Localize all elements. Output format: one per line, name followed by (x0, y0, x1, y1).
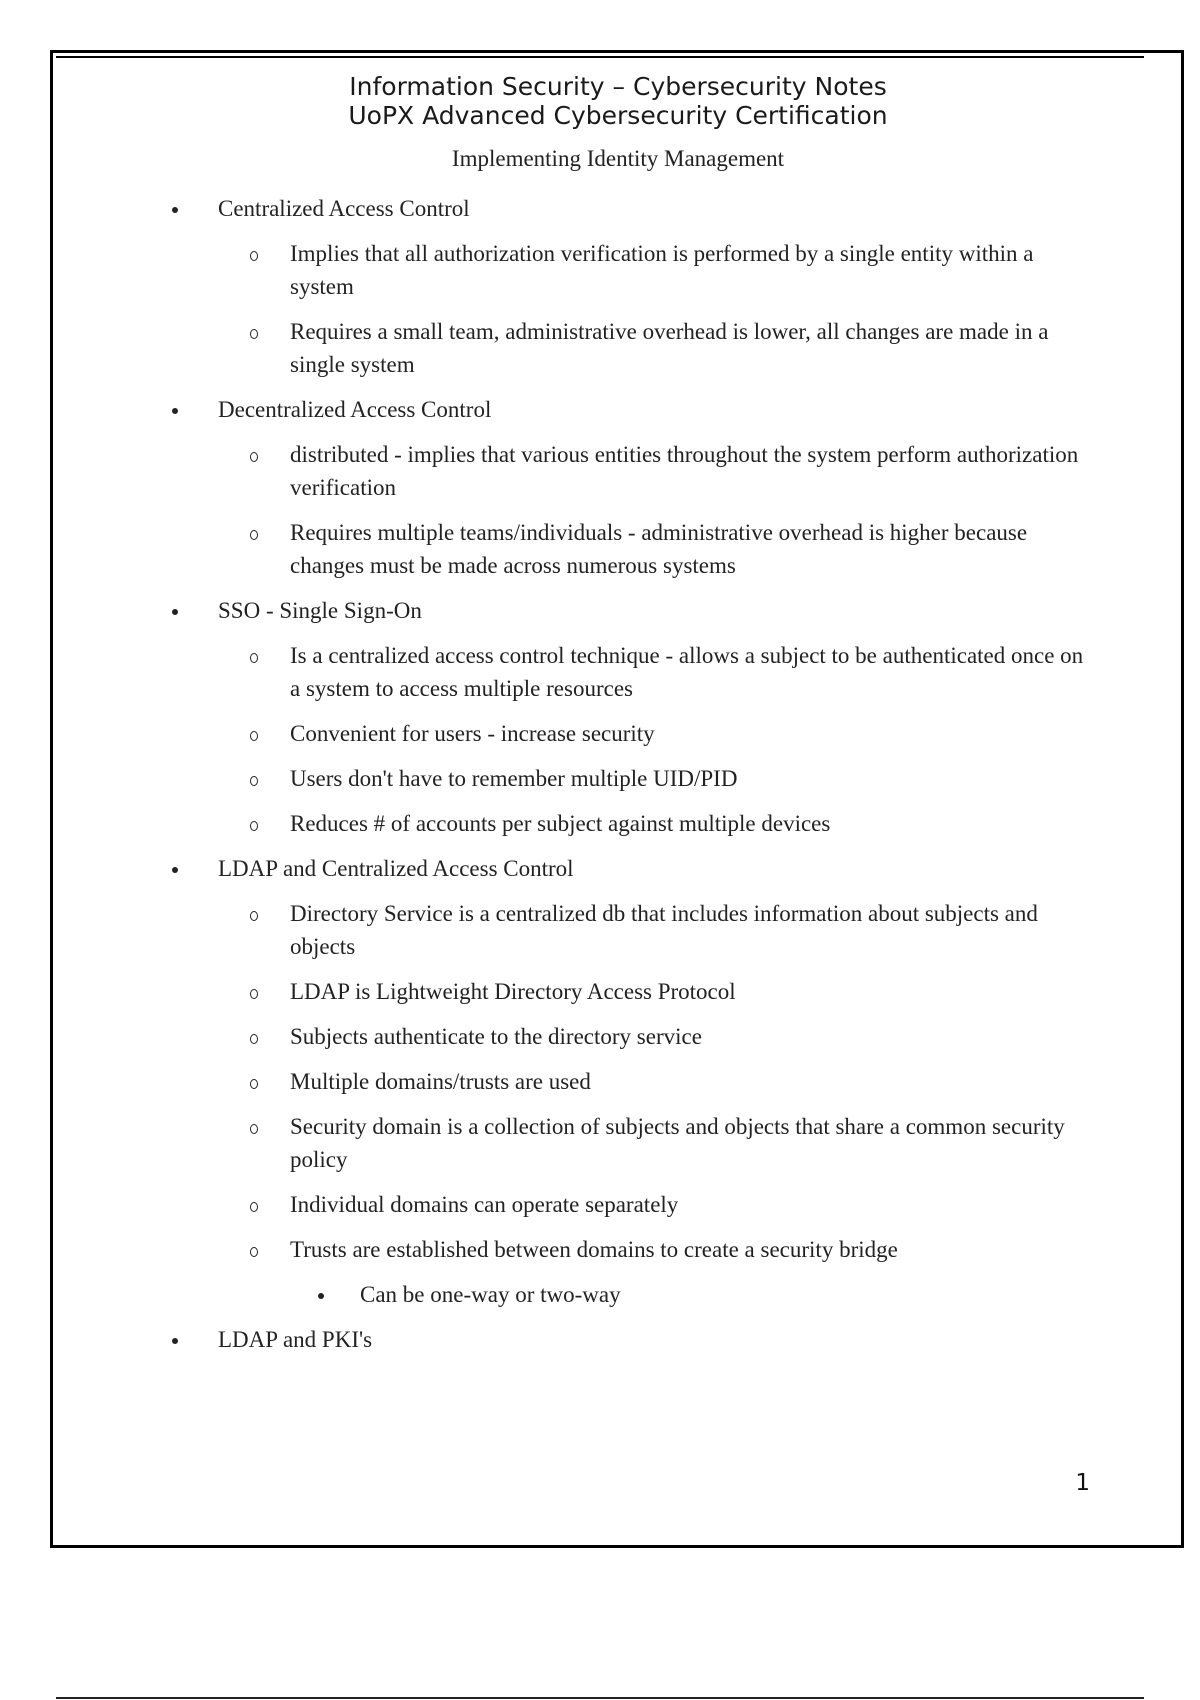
list-item (172, 594, 1092, 840)
circle-bullet-icon (250, 1202, 258, 1212)
circle-bullet-icon (250, 530, 258, 540)
topic-label: LDAP and Centralized Access Control (218, 856, 574, 881)
list-item: Is a centralized access control technique - allows a subject to be authenticated once on a system to access multiple resources (246, 639, 1092, 705)
header-line-1: Information Security – Cybersecurity Notes (349, 72, 887, 101)
circle-bullet-icon (250, 1124, 258, 1134)
list-item: Reduces # of accounts per subject against multiple devices (246, 807, 1092, 840)
bullet-icon (172, 609, 178, 615)
circle-bullet-icon (250, 1079, 258, 1089)
page-header (0, 72, 1200, 130)
circle-bullet-icon (250, 911, 258, 921)
notes-content (172, 192, 1092, 1368)
list-item: Convenient for users - increase security (246, 717, 1092, 750)
list-item: Implies that all authorization verification is performed by a single entity within a system (246, 237, 1092, 303)
list-item: Trusts are established between domains to create a security bridge Can be one-way or two-way (246, 1233, 1092, 1311)
bullet-icon (318, 1293, 324, 1299)
document-title: Implementing Identity Management (451, 146, 785, 171)
bullet-icon (172, 867, 178, 873)
list-item (172, 393, 1092, 582)
list-item: Subjects authenticate to the directory service (246, 1020, 1092, 1053)
list-item (172, 852, 1092, 1311)
header-line-2: UoPX Advanced Cybersecurity Certification (348, 101, 888, 130)
topic-label: Centralized Access Control (218, 196, 470, 221)
list-item: Users don't have to remember multiple UID/PID (246, 762, 1092, 795)
topic-label: Decentralized Access Control (218, 397, 492, 422)
topic-label: LDAP and PKI's (218, 1327, 373, 1352)
list-item: LDAP is Lightweight Directory Access Protocol (246, 975, 1092, 1008)
list-item: Requires a small team, administrative overhead is lower, all changes are made in a single system (246, 315, 1092, 381)
circle-bullet-icon (250, 989, 258, 999)
list-item (172, 192, 1092, 381)
topic-list (172, 192, 1092, 1356)
detail-list (318, 1278, 1092, 1311)
topic-label: SSO - Single Sign-On (218, 598, 422, 623)
list-item: distributed - implies that various entities throughout the system perform authorization verification (246, 438, 1092, 504)
circle-bullet-icon (250, 329, 258, 339)
bullet-icon (172, 408, 178, 414)
subtopic-list (246, 438, 1092, 582)
bullet-icon (172, 1338, 178, 1344)
subtopic-list (246, 639, 1092, 840)
bottom-rule (56, 1697, 1144, 1699)
circle-bullet-icon (250, 1034, 258, 1044)
circle-bullet-icon (250, 731, 258, 741)
circle-bullet-icon (250, 821, 258, 831)
list-item: Can be one-way or two-way (318, 1278, 1092, 1311)
circle-bullet-icon (250, 452, 258, 462)
circle-bullet-icon (250, 776, 258, 786)
list-item (172, 1323, 1092, 1356)
circle-bullet-icon (250, 653, 258, 663)
list-item: Requires multiple teams/individuals - administrative overhead is higher because changes must be made across numerous systems (246, 516, 1092, 582)
list-item: Multiple domains/trusts are used (246, 1065, 1092, 1098)
circle-bullet-icon (250, 251, 258, 261)
circle-bullet-icon (250, 1247, 258, 1257)
list-item: Individual domains can operate separately (246, 1188, 1092, 1221)
subtopic-list (246, 237, 1092, 381)
bullet-icon (172, 207, 178, 213)
list-item: Directory Service is a centralized db that includes information about subjects and objects (246, 897, 1092, 963)
page-number: 1 (1075, 1470, 1090, 1496)
list-item: Security domain is a collection of subjects and objects that share a common security policy (246, 1110, 1092, 1176)
subtopic-list (246, 897, 1092, 1311)
